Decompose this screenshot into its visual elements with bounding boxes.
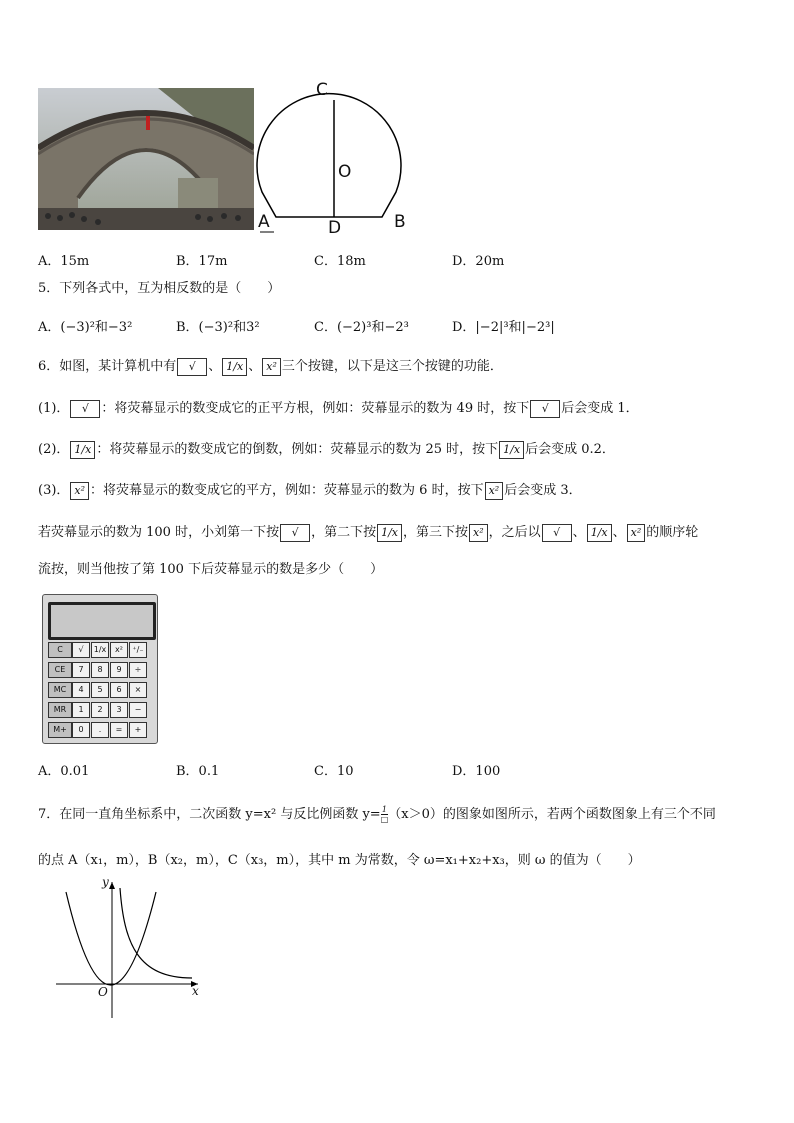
q6-paragraph-2: 流按，则当他按了第 100 下后荧幕显示的数是多少（ ）	[38, 562, 384, 577]
calc-key: M+	[48, 722, 72, 738]
q4-option-c[interactable]: C．18m	[314, 254, 366, 269]
q6-item-1	[38, 399, 639, 419]
square-key-icon: x²	[627, 524, 646, 542]
q6-item-3	[38, 481, 582, 501]
sqrt-key-icon: √	[70, 400, 100, 418]
calc-key: =	[110, 722, 128, 738]
q6-item-2	[38, 440, 615, 460]
para-text: ，之后以	[488, 525, 541, 540]
item-number: (1)．	[38, 401, 70, 416]
recip-key-icon: 1/x	[377, 524, 402, 542]
item-text: ：将荧幕显示的数变成它的正平方根，例如：荧幕显示的数为 49 时，按下	[101, 401, 530, 416]
q4-option-d[interactable]: D．20m	[452, 254, 505, 269]
label-c: C	[316, 80, 328, 100]
function-graph	[52, 874, 208, 1020]
recip-key-icon: 1/x	[70, 441, 95, 459]
square-key-icon: x²	[485, 482, 504, 500]
q6-stem	[38, 357, 503, 377]
q5-option-b[interactable]: B．(−3)²和3²	[176, 320, 260, 335]
sqrt-key-icon: √	[542, 524, 572, 542]
q6-option-c[interactable]: C．10	[314, 764, 354, 779]
calc-key: +	[129, 722, 147, 738]
calc-key: 2	[91, 702, 109, 718]
q7-line-1	[38, 805, 716, 825]
y-axis-label: y	[102, 875, 109, 889]
item-text-end: 后会变成 1．	[561, 401, 639, 416]
q6-option-a[interactable]: A．0.01	[38, 764, 90, 779]
separator: 、	[572, 525, 586, 540]
para-text: 的顺序轮	[646, 525, 699, 540]
q6-stem-text: 6．如图，某计算机中有	[38, 359, 177, 374]
calc-key: 1	[72, 702, 90, 718]
item-text-end: 后会变成 0.2．	[525, 442, 615, 457]
calc-key: 7	[72, 662, 90, 678]
calc-key: ×	[129, 682, 147, 698]
calc-key: x²	[110, 642, 128, 658]
calc-key: −	[129, 702, 147, 718]
fraction-numerator: 1	[381, 805, 388, 814]
q6-paragraph	[38, 523, 698, 543]
q5-stem: 5．下列各式中，互为相反数的是（ ）	[38, 281, 281, 296]
calc-key: √	[72, 642, 90, 658]
fraction-denominator: □	[380, 815, 389, 824]
recip-key-icon: 1/x	[499, 441, 524, 459]
arch-bridge-photo	[38, 88, 254, 230]
calc-key: 1/x	[91, 642, 109, 658]
q4-option-b[interactable]: B．17m	[176, 254, 228, 269]
para-text: ，第三下按	[403, 525, 469, 540]
q6-option-b[interactable]: B．0.1	[176, 764, 220, 779]
item-text-end: 后会变成 3．	[504, 483, 582, 498]
separator: 、	[208, 359, 222, 374]
calc-key: 4	[72, 682, 90, 698]
origin-label: O	[98, 985, 108, 999]
item-text: ：将荧幕显示的数变成它的倒数，例如：荧幕显示的数为 25 时，按下	[96, 442, 499, 457]
q7-text: 7．在同一直角坐标系中，二次函数 y=x² 与反比例函数 y=	[38, 807, 381, 822]
q5-option-d[interactable]: D．|−2|³和|−2³|	[452, 320, 555, 335]
separator: 、	[612, 525, 626, 540]
label-a: A	[258, 212, 270, 232]
separator: 、	[248, 359, 262, 374]
q4-option-a[interactable]: A．15m	[38, 254, 90, 269]
arch-diagram	[256, 80, 416, 240]
item-text: ：将荧幕显示的数变成它的平方，例如：荧幕显示的数为 6 时，按下	[90, 483, 484, 498]
calc-key: MR	[48, 702, 72, 718]
x-axis-label: x	[192, 984, 199, 998]
para-text: ，第二下按	[311, 525, 377, 540]
calculator-screen	[48, 602, 156, 640]
calc-key: MC	[48, 682, 72, 698]
calc-key: .	[91, 722, 109, 738]
square-key-icon: x²	[469, 524, 488, 542]
sqrt-key-icon: √	[177, 358, 207, 376]
calc-key: ⁺∕₋	[129, 642, 147, 658]
q7-line-2: 的点 A（x₁，m），B（x₂，m），C（x₃，m），其中 m 为常数，令 ω=x₁+x₂+x₃，则 ω 的值为（ ）	[38, 853, 641, 868]
calc-key: CE	[48, 662, 72, 678]
square-key-icon: x²	[70, 482, 89, 500]
q5-option-a[interactable]: A．(−3)²和−3²	[38, 320, 133, 335]
calc-key: 3	[110, 702, 128, 718]
label-b: B	[394, 212, 406, 232]
q7-text: （x＞0）的图象如图所示，若两个函数图象上有三个不同	[388, 807, 716, 822]
item-number: (2)．	[38, 442, 70, 457]
q6-stem-end: 三个按键，以下是这三个按键的功能．	[281, 359, 503, 374]
para-text: 若荧幕显示的数为 100 时，小刘第一下按	[38, 525, 280, 540]
recip-key-icon: 1/x	[222, 358, 247, 376]
calc-key: 9	[110, 662, 128, 678]
sqrt-key-icon: √	[530, 400, 560, 418]
calc-key: 5	[91, 682, 109, 698]
q5-option-c[interactable]: C．(−2)³和−2³	[314, 320, 409, 335]
calc-key: C	[48, 642, 72, 658]
item-number: (3)．	[38, 483, 70, 498]
calc-key: 6	[110, 682, 128, 698]
q6-option-d[interactable]: D．100	[452, 764, 501, 779]
calc-key: ÷	[129, 662, 147, 678]
square-key-icon: x²	[262, 358, 281, 376]
calc-key: 0	[72, 722, 90, 738]
calc-key: 8	[91, 662, 109, 678]
label-o: O	[338, 162, 352, 182]
recip-key-icon: 1/x	[587, 524, 612, 542]
sqrt-key-icon: √	[280, 524, 310, 542]
label-d: D	[328, 218, 342, 238]
calculator-illustration	[42, 594, 158, 744]
